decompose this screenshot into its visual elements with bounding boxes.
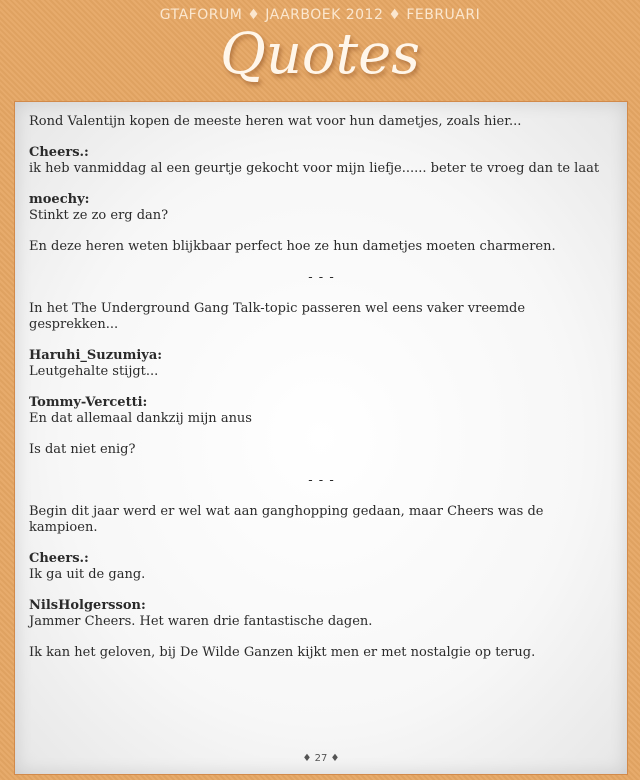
outro-text: Ik kan het geloven, bij De Wilde Ganzen kijkt men er met nostalgie op terug. [29,645,536,660]
quote-speaker: Cheers.: [29,145,89,160]
quote-text: En dat allemaal dankzij mijn anus [29,411,252,426]
quote-text: Stinkt ze zo erg dan? [29,208,169,223]
section-separator: - - - [308,270,335,285]
section-separator: - - - [308,473,335,488]
quote-entry [29,395,614,427]
outro-text: En deze heren weten blijkbaar perfect hoe ze hun dametjes moeten charmeren. [29,239,556,254]
quote-entry [29,598,614,630]
quote-entry [29,348,614,380]
quotes-content [29,114,614,676]
intro-text: In het The Underground Gang Talk-topic passeren wel eens vaker vreemde gesprekken... [29,301,526,332]
quote-text: ik heb vanmiddag al een geurtje gekocht voor mijn liefje...... beter te vroeg dan te laat [29,161,600,176]
quote-text: Leutgehalte stijgt... [29,364,159,379]
intro-text: Begin dit jaar werd er wel wat aan ganghopping gedaan, maar Cheers was de kampioen. [29,504,544,535]
page-title: Quotes [219,22,421,87]
quote-text: Jammer Cheers. Het waren drie fantastische dagen. [29,614,373,629]
content-paper [14,101,628,775]
quote-speaker: Cheers.: [29,551,89,566]
quote-speaker: Haruhi_Suzumiya: [29,348,163,363]
quote-entry [29,192,614,224]
page-header [0,0,640,100]
quote-speaker: NilsHolgersson: [29,598,146,613]
quote-speaker: moechy: [29,192,90,207]
header-subtitle: GTAFORUM ♦ JAARBOEK 2012 ♦ FEBRUARI [159,7,481,23]
page-number: ♦ 27 ♦ [302,753,340,764]
quote-speaker: Tommy-Vercetti: [29,395,148,410]
outro-text: Is dat niet enig? [29,442,136,457]
quote-entry [29,551,614,583]
intro-text: Rond Valentijn kopen de meeste heren wat voor hun dametjes, zoals hier... [29,114,522,129]
quote-text: Ik ga uit de gang. [29,567,146,582]
quote-entry [29,145,614,177]
